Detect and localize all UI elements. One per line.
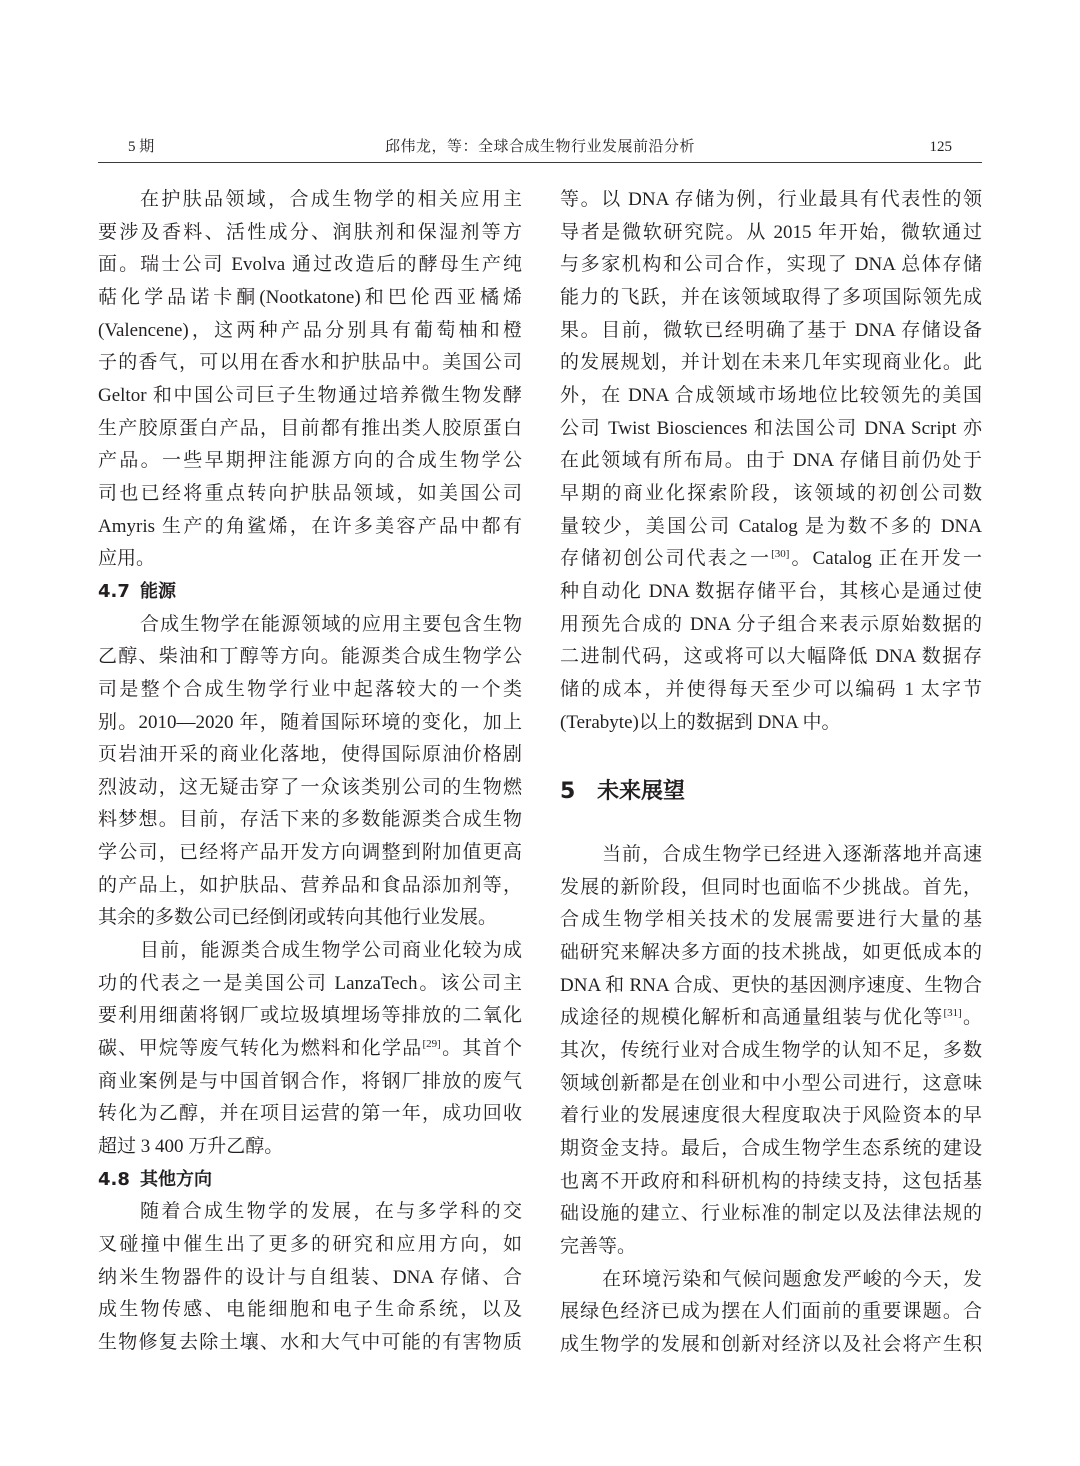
paragraph-skincare: [98, 184, 522, 576]
citation-ref: [30]: [771, 548, 790, 561]
text-line: 在护肤品领域，合成生物学的相关应用主: [140, 189, 522, 210]
text-line: 完善等。: [560, 1236, 637, 1258]
issue-number: 5 期: [128, 139, 155, 155]
text-line: 要利用细菌将钢厂或垃圾填埋场等排放的二氧化: [98, 1005, 522, 1027]
text-line: 础设施的建立、行业标准的制定以及法律法规的: [560, 1203, 982, 1225]
text-line: 展绿色经济已成为摆在人们面前的重要课题。合: [560, 1301, 982, 1323]
text-line: 司是整个合成生物学行业中起落较大的一个类: [98, 678, 522, 700]
text-line: DNA 和 RNA 合成、更快的基因测序速度、生物合: [560, 974, 982, 996]
running-header: [98, 134, 982, 163]
paragraph-dna-storage: [560, 184, 982, 739]
text-line: 功的代表之一是美国公司 LanzaTech。该公司主: [98, 972, 522, 994]
section-title: 能源: [140, 580, 176, 602]
text-line: 别。2010—2020 年，随着国际环境的变化，加上: [98, 711, 522, 733]
text-line: 子的香气，可以用在香水和护肤品中。美国公司: [98, 352, 522, 374]
text-line: 应用。: [98, 548, 156, 570]
text-line: 面。瑞士公司 Evolva 通过改造后的酵母生产纯: [98, 254, 522, 276]
text-line: 础研究来解决多方面的技术挑战，如更低成本的: [560, 942, 982, 964]
text-line: 随着合成生物学的发展，在与多学科的交: [140, 1201, 522, 1223]
text-line: 果。目前，微软已经明确了基于 DNA 存储设备: [560, 319, 982, 341]
section-title: 未来展望: [597, 778, 686, 804]
page-number: 125: [929, 139, 952, 155]
text-line: 当前，合成生物学已经进入逐渐落地并高速: [602, 844, 982, 866]
text-line: 也离不开政府和科研机构的持续支持，这包括基: [560, 1170, 982, 1192]
paragraph-energy-2: [98, 935, 522, 1164]
text-line: 种自动化 DNA 数据存储平台，其核心是通过使: [560, 580, 982, 602]
citation-ref: [31]: [943, 1007, 962, 1020]
text-line: 量较少，美国公司 Catalog 是为数不多的 DNA: [560, 515, 982, 537]
text-line: 与多家机构和公司合作，实现了 DNA 总体存储: [560, 254, 982, 276]
text-line: 叉碰撞中催生出了更多的研究和应用方向，如: [98, 1234, 522, 1255]
text-line: [98, 1033, 522, 1066]
text-line: 合成生物学在能源领域的应用主要包含生物: [140, 613, 522, 635]
section-number: 4.8: [98, 1168, 130, 1190]
text-line: 司也已经将重点转向护肤品领域，如美国公司: [98, 482, 522, 504]
text-line: 其次，传统行业对合成生物学的认知不足，多数: [560, 1040, 982, 1062]
text-line: 转化为乙醇，并在项目运营的第一年，成功回收: [98, 1103, 522, 1125]
text-line: 等。以 DNA 存储为例，行业最具有代表性的领: [560, 189, 982, 210]
text-line: 用预先合成的 DNA 分子组合来表示原始数据的: [560, 613, 982, 635]
line-text: 。其首个: [440, 1038, 522, 1060]
text-line: 学公司，已经将产品开发方向调整到附加值更高: [98, 842, 522, 864]
right-column: [560, 184, 982, 1362]
section-number: 5: [560, 778, 576, 804]
text-line: 着行业的发展速度很大程度取决于风险资本的早: [560, 1105, 982, 1127]
text-line: (Valencene)，这两种产品分别具有葡萄柚和橙: [98, 319, 522, 341]
paragraph-other-directions: [98, 1196, 522, 1359]
text-line: 早期的商业化探索阶段，该领域的初创公司数: [560, 482, 982, 504]
text-line: 领域创新都是在创业和中小型公司进行，这意味: [560, 1072, 982, 1094]
text-line: 纳米生物器件的设计与自组装、DNA 存储、合: [98, 1266, 522, 1288]
left-column: [98, 184, 522, 1360]
text-line: [560, 1002, 982, 1035]
line-text: 。: [961, 1007, 982, 1029]
text-line: (Terabyte)以上的数据到 DNA 中。: [560, 711, 841, 733]
text-line: 萜化学品诺卡酮(Nootkatone)和巴伦西亚橘烯: [98, 286, 522, 308]
text-line: 页岩油开采的商业化落地，使得国际原油价格剧: [98, 744, 522, 766]
text-line: 导者是微软研究院。从 2015 年开始，微软通过: [560, 221, 982, 243]
line-text: 。Catalog 正在开发一: [789, 548, 982, 570]
text-line: 成生物传感、电能细胞和电子生命系统，以及: [98, 1299, 522, 1321]
citation-ref: [29]: [422, 1038, 441, 1051]
text-line: 在环境污染和气候问题愈发严峻的今天，发: [602, 1268, 982, 1290]
text-line: 超过 3 400 万升乙醇。: [98, 1136, 284, 1158]
text-line: 料梦想。目前，存活下来的多数能源类合成生物: [98, 809, 522, 831]
section-heading-4-8: [98, 1164, 522, 1197]
text-line: 目前，能源类合成生物学公司商业化较为成: [140, 940, 522, 962]
text-line: 期资金支持。最后，合成生物学生态系统的建设: [560, 1138, 982, 1160]
text-line: 其余的多数公司已经倒闭或转向其他行业发展。: [98, 907, 498, 929]
text-line: 成生物学的发展和创新对经济以及社会将产生积: [560, 1334, 982, 1355]
text-line: 商业案例是与中国首钢合作，将钢厂排放的废气: [98, 1070, 522, 1092]
line-text: 碳、甲烷等废气转化为燃料和化学品: [98, 1038, 423, 1060]
section-heading-4-7: [98, 576, 522, 609]
text-line: 生产胶原蛋白产品，目前都有推出类人胶原蛋白: [98, 417, 522, 439]
text-line: 公司 Twist Biosciences 和法国公司 DNA Script 亦: [560, 417, 982, 439]
text-line: 烈波动，这无疑击穿了一众该类别公司的生物燃: [98, 776, 522, 798]
text-line: 二进制代码，这或将可以大幅降低 DNA 数据存: [560, 646, 982, 668]
section-heading-5: [560, 739, 982, 839]
section-title: 其他方向: [140, 1168, 212, 1190]
paragraph-outlook-2: [560, 1264, 982, 1362]
text-line: 外，在 DNA 合成领域市场地位比较领先的美国: [560, 384, 982, 406]
paragraph-outlook-1: [560, 839, 982, 1264]
text-line: Geltor 和中国公司巨子生物通过培养微生物发酵: [98, 384, 522, 406]
text-line: 合成生物学相关技术的发展需要进行大量的基: [560, 909, 982, 931]
section-number: 4.7: [98, 580, 130, 602]
text-line: 发展的新阶段，但同时也面临不少挑战。首先，: [560, 876, 982, 898]
text-line: 乙醇、柴油和丁醇等方向。能源类合成生物学公: [98, 646, 522, 668]
paragraph-energy-1: [98, 609, 522, 936]
text-line: 能力的飞跃，并在该领域取得了多项国际领先成: [560, 286, 982, 308]
text-line: 要涉及香料、活性成分、润肤剂和保湿剂等方: [98, 221, 522, 243]
running-title: 邱伟龙，等：全球合成生物行业发展前沿分析: [384, 139, 695, 155]
line-text: 成途径的规模化解析和高通量组装与优化等: [560, 1007, 944, 1029]
text-line: 的产品上，如护肤品、营养品和食品添加剂等，: [98, 874, 522, 896]
text-line: 的发展规划，并计划在未来几年实现商业化。此: [560, 352, 982, 374]
text-line: 产品。一些早期押注能源方向的合成生物学公: [98, 450, 522, 472]
text-line: Amyris 生产的角鲨烯，在许多美容产品中都有: [98, 515, 522, 537]
text-line: 生物修复去除土壤、水和大气中可能的有害物质: [98, 1331, 522, 1353]
text-line: [560, 543, 982, 576]
text-line: 在此领域有所布局。由于 DNA 存储目前仍处于: [560, 450, 982, 472]
text-line: 储的成本，并使得每天至少可以编码 1 太字节: [560, 678, 982, 700]
line-text: 存储初创公司代表之一: [560, 548, 772, 570]
